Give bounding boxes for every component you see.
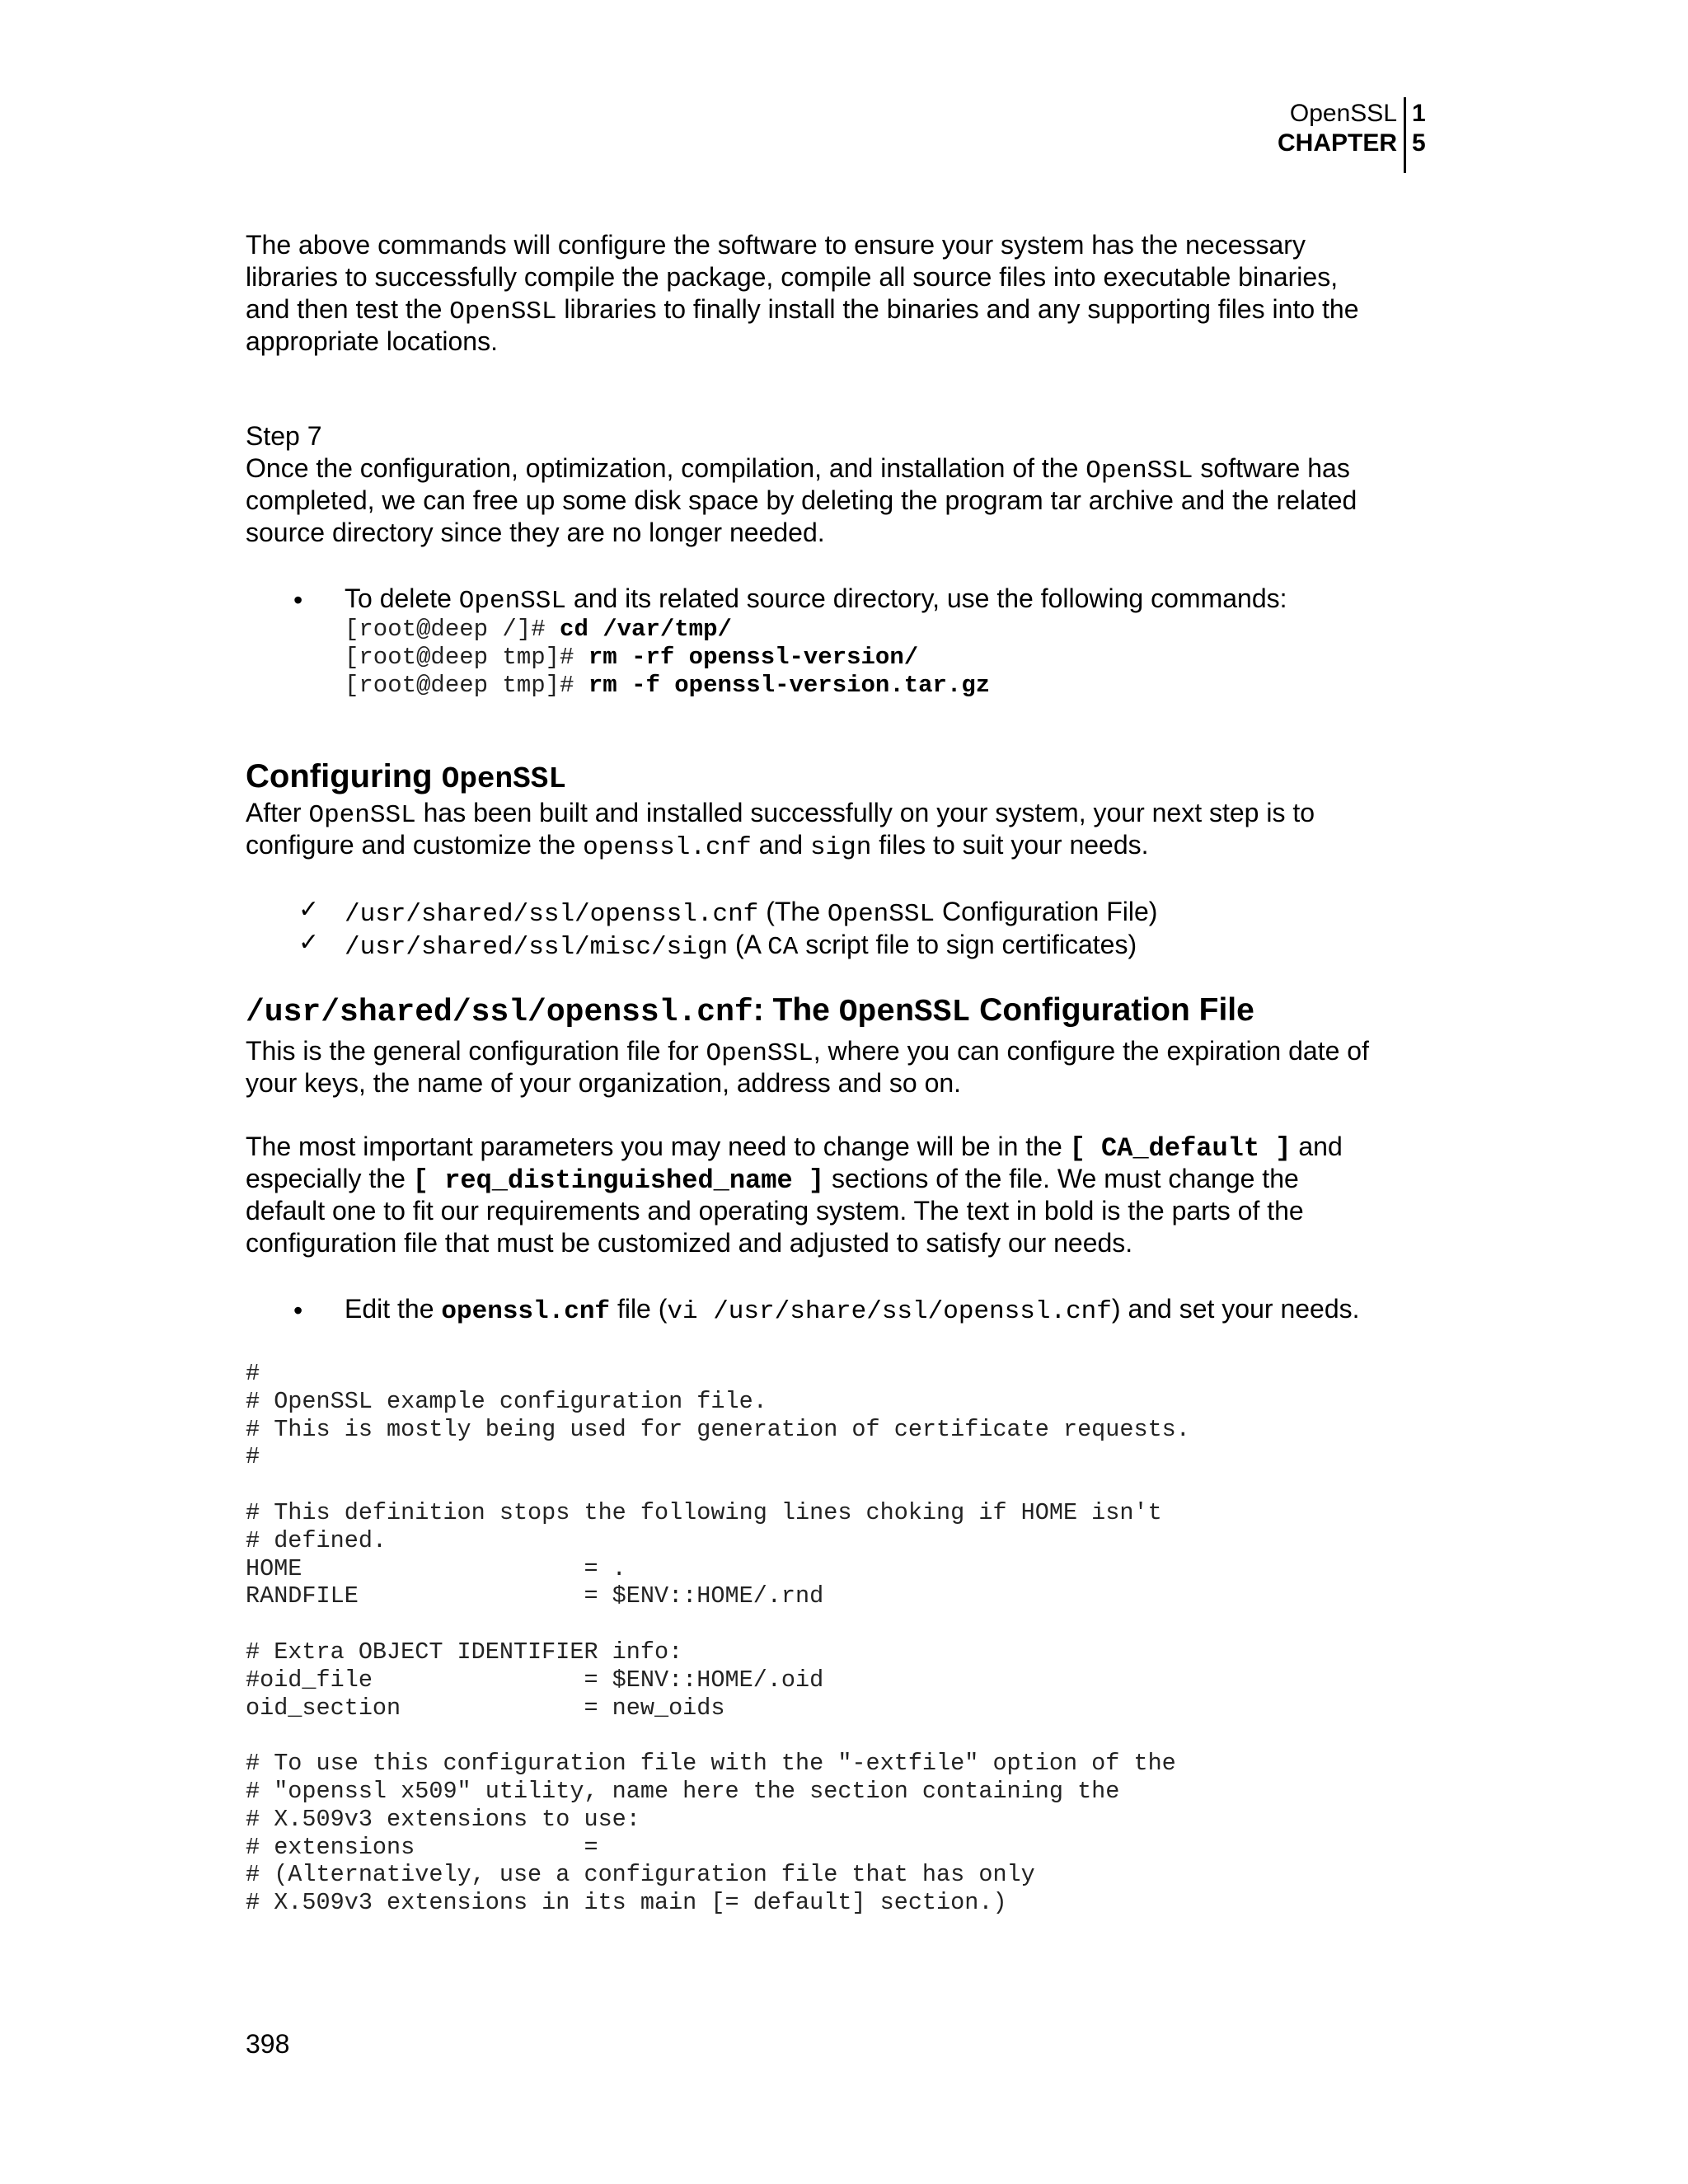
step7-title: Step 7	[246, 421, 322, 451]
code-term: OpenSSL	[458, 587, 566, 616]
code-line: RANDFILE = $ENV::HOME/.rnd	[246, 1582, 824, 1610]
configuring-heading	[246, 757, 566, 799]
file-path: /usr/shared/ssl/misc/sign	[345, 933, 729, 962]
code-line: # defined.	[246, 1526, 387, 1554]
code-term: OpenSSL	[308, 801, 416, 830]
heading-text: Configuring	[246, 758, 442, 794]
code-term: openssl.cnf	[441, 1297, 611, 1326]
conf-p2-line-4: configuration file that must be customized and adjusted to satisfy our needs.	[246, 1228, 1133, 1258]
intro-line-1: The above commands will configure the software to ensure your system has the necessary	[246, 230, 1306, 260]
command-text: cd /var/tmp/	[560, 616, 732, 643]
intro-line-3	[246, 293, 1359, 328]
conf-file-heading	[246, 991, 1254, 1033]
conf-p1-line-1	[246, 1035, 1369, 1070]
heading-text: : The	[753, 992, 839, 1028]
command-line	[345, 670, 990, 700]
text-run: and	[751, 830, 810, 860]
heading-code-term: OpenSSL	[441, 762, 566, 796]
command-line	[345, 642, 918, 672]
conf-bullet	[345, 1293, 1360, 1328]
configuring-line-2	[246, 829, 1149, 864]
code-line	[246, 1722, 1190, 1750]
text-run: After	[246, 798, 309, 827]
header-divider	[1404, 97, 1406, 173]
text-run: sections of the file. We must change the	[824, 1164, 1299, 1193]
text-run: Edit the	[345, 1294, 442, 1324]
code-term: OpenSSL	[449, 298, 557, 326]
command-prompt: [root@deep /]#	[345, 616, 560, 643]
text-run: has been built and installed successfully on your system, your next step is to	[415, 798, 1315, 827]
command-prompt: [root@deep tmp]#	[345, 644, 588, 671]
code-line: # X.509v3 extensions in its main [= default] section.)	[246, 1889, 1007, 1917]
code-line: #	[246, 1443, 260, 1471]
code-term: OpenSSL	[1085, 457, 1193, 485]
step7-line-2: completed, we can free up some disk space by deleting the program tar archive and the related	[246, 485, 1357, 515]
header-chapter-digit-2: 5	[1412, 129, 1426, 157]
command-line	[345, 614, 732, 644]
code-line: # (Alternatively, use a configuration file that has only	[246, 1861, 1035, 1889]
section-name: [ req_distinguished_name ]	[412, 1165, 825, 1196]
config-file-item	[345, 928, 1137, 964]
text-run: (A	[728, 930, 768, 959]
intro-line-4: appropriate locations.	[246, 326, 498, 356]
section-name: [ CA_default ]	[1069, 1133, 1292, 1164]
code-term: sign	[809, 833, 872, 862]
step7-line-1	[246, 452, 1350, 487]
text-run: file (	[610, 1294, 668, 1324]
text-run: (The	[758, 897, 828, 926]
heading-code-term: /usr/shared/ssl/openssl.cnf	[246, 995, 753, 1030]
code-line: # This definition stops the following lines choking if HOME isn't	[246, 1498, 1162, 1526]
code-line: # X.509v3 extensions to use:	[246, 1805, 640, 1833]
config-file-item	[345, 895, 1157, 931]
header-chapter-digit-1: 1	[1412, 100, 1426, 127]
code-line: # OpenSSL example configuration file.	[246, 1387, 767, 1415]
code-term: CA	[767, 933, 799, 962]
page-number: 398	[246, 2029, 290, 2059]
code-line: #oid_file = $ENV::HOME/.oid	[246, 1666, 824, 1694]
code-line: # This is mostly being used for generation of certificate requests.	[246, 1415, 1190, 1443]
text-run: The most important parameters you may need to change will be in the	[246, 1132, 1070, 1161]
text-run: Once the configuration, optimization, compilation, and installation of the	[246, 453, 1086, 483]
text-run: and then test the	[246, 294, 450, 324]
code-line: oid_section = new_oids	[246, 1694, 725, 1722]
code-line: #	[246, 1360, 260, 1387]
heading-text: Configuration File	[970, 992, 1254, 1028]
text-run: ) and set your needs.	[1111, 1294, 1360, 1324]
code-term: vi /usr/share/ssl/openssl.cnf	[667, 1297, 1112, 1326]
command-text: rm -f openssl-version.tar.gz	[588, 672, 991, 699]
text-run: and	[1291, 1132, 1343, 1161]
text-run: software has	[1193, 453, 1350, 483]
code-line: # "openssl x509" utility, name here the section containing the	[246, 1777, 1120, 1805]
text-run: Configuration File)	[935, 897, 1158, 926]
checkmark-icon: ✓	[298, 895, 320, 924]
text-run: This is the general configuration file for	[246, 1036, 706, 1066]
text-run: especially the	[246, 1164, 413, 1193]
file-path: /usr/shared/ssl/openssl.cnf	[345, 900, 759, 929]
configuring-line-1	[246, 797, 1315, 832]
code-term: OpenSSL	[827, 900, 935, 929]
bullet-icon: •	[293, 585, 303, 615]
conf-p2-line-3: default one to fit our requirements and operating system. The text in bold is the parts of the	[246, 1196, 1304, 1226]
code-line	[246, 1471, 1190, 1499]
step7-line-3: source directory since they are no longer needed.	[246, 518, 825, 547]
command-text: rm -rf openssl-version/	[588, 644, 919, 671]
text-run: To delete	[345, 583, 459, 613]
conf-p2-line-2	[246, 1163, 1299, 1197]
code-term: openssl.cnf	[583, 833, 752, 862]
text-run: configure and customize the	[246, 830, 584, 860]
intro-line-2: libraries to successfully compile the package, compile all source files into executable binaries,	[246, 262, 1339, 292]
code-line: HOME = .	[246, 1554, 626, 1582]
code-line: # To use this configuration file with the "-extfile" option of the	[246, 1750, 1176, 1778]
conf-p1-line-2: your keys, the name of your organization, address and so on.	[246, 1068, 962, 1098]
checkmark-icon: ✓	[298, 928, 320, 957]
text-run: files to suit your needs.	[871, 830, 1149, 860]
step7-bullet	[345, 583, 1287, 617]
text-run: , where you can configure the expiration date of	[813, 1036, 1369, 1066]
conf-p2-line-1	[246, 1131, 1343, 1165]
text-run: libraries to finally install the binaries and any supporting files into the	[556, 294, 1359, 324]
bullet-icon: •	[293, 1296, 303, 1325]
command-prompt: [root@deep tmp]#	[345, 672, 588, 699]
code-line: # Extra OBJECT IDENTIFIER info:	[246, 1638, 683, 1666]
code-line: # extensions =	[246, 1833, 598, 1861]
code-line	[246, 1610, 1190, 1638]
heading-code-term: OpenSSL	[838, 995, 971, 1030]
header-chapter-label: CHAPTER	[1277, 129, 1397, 157]
text-run: and its related source directory, use the following commands:	[566, 583, 1287, 613]
code-term: OpenSSL	[706, 1039, 814, 1068]
header-section-name: OpenSSL	[1289, 100, 1397, 127]
config-code-block	[246, 1360, 1190, 1917]
text-run: script file to sign certificates)	[798, 930, 1137, 959]
